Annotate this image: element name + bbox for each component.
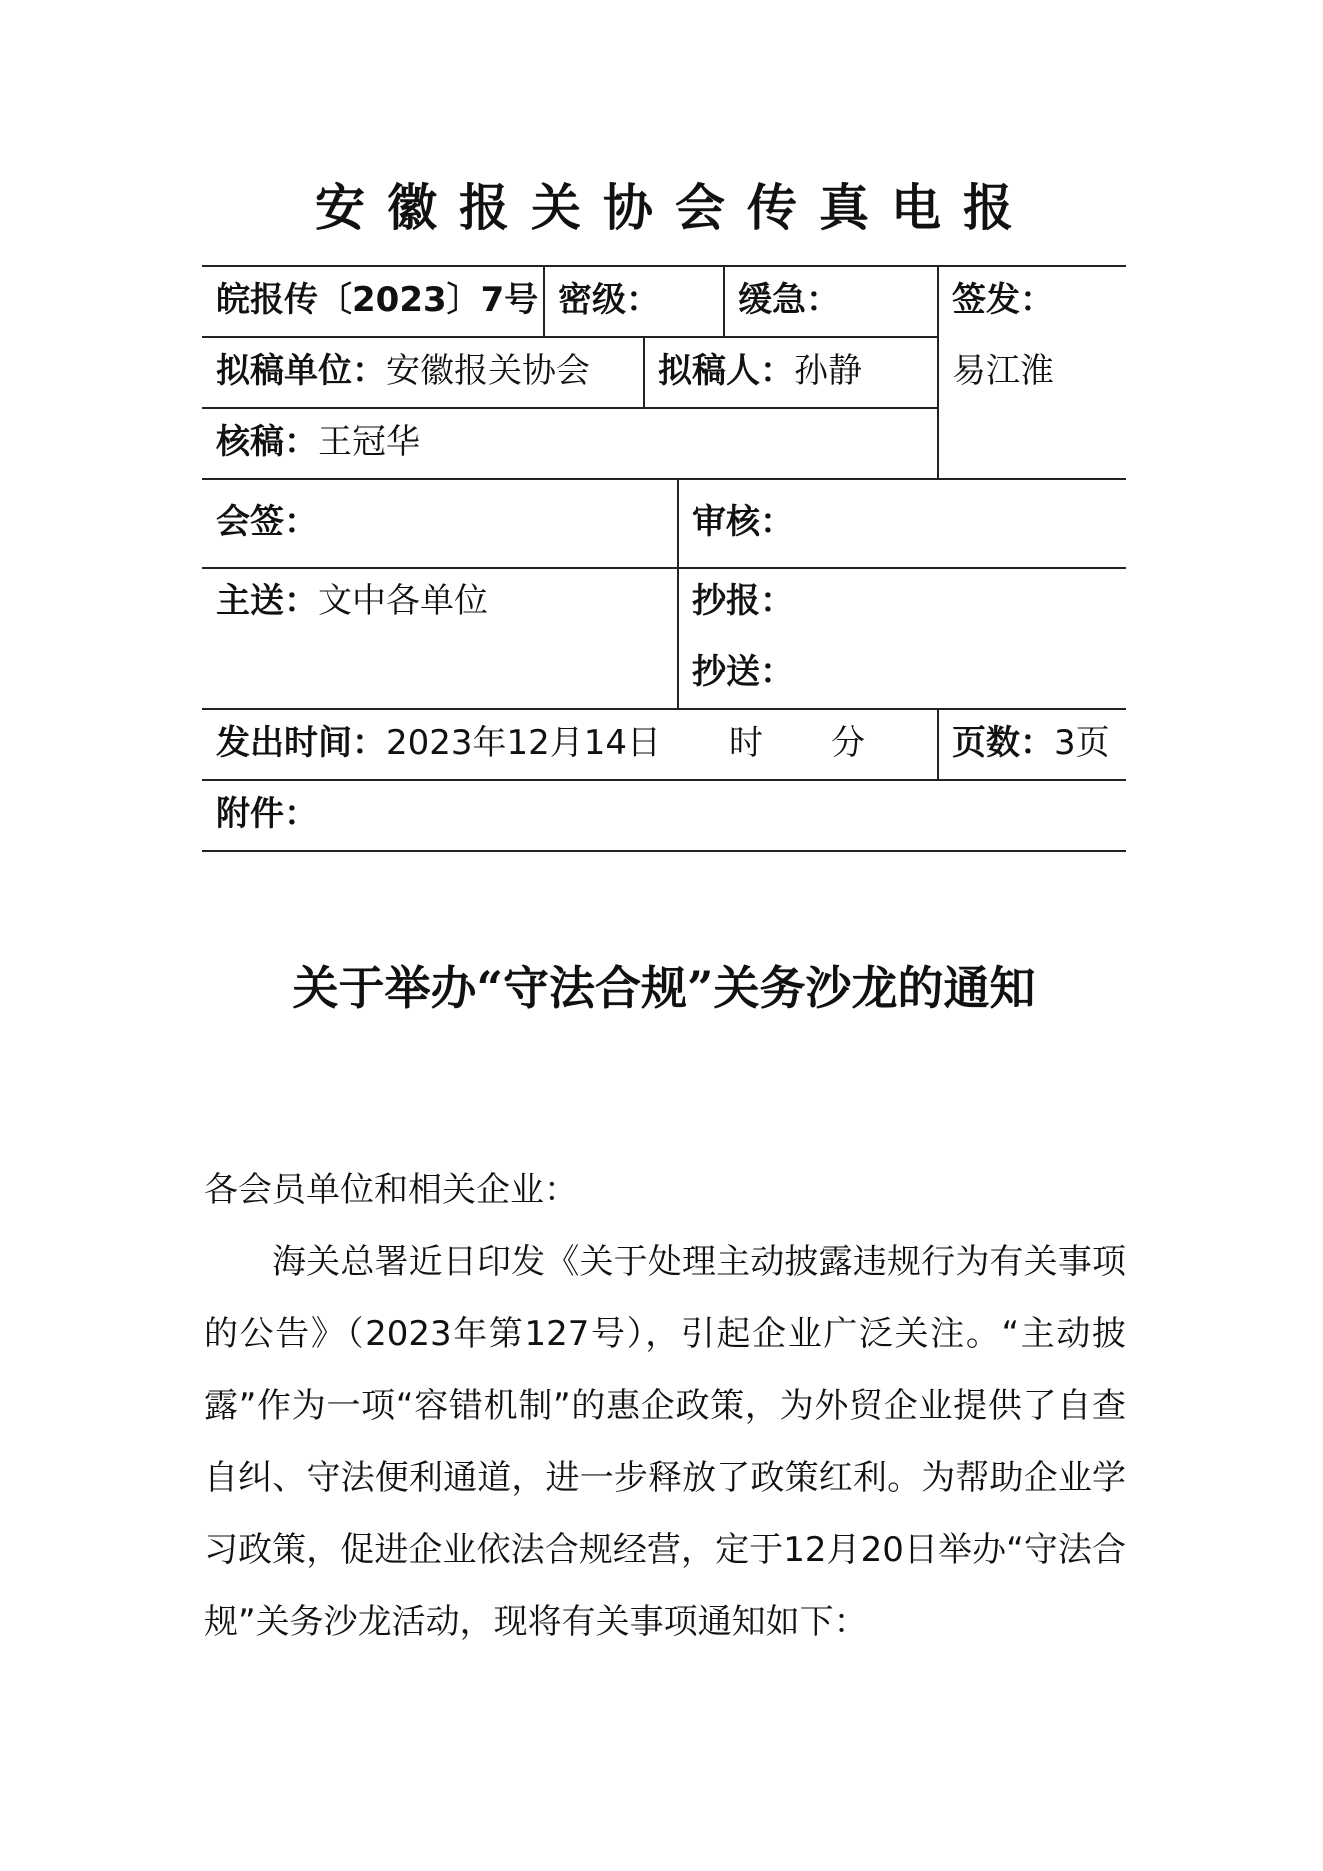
- send-time: [216, 723, 865, 763]
- form-rule-row6: [202, 779, 1126, 781]
- doc-number: 皖报传〔2023〕7号: [216, 280, 539, 320]
- form-rule-top: [202, 265, 1126, 267]
- pages-label: 页数：: [952, 723, 1054, 763]
- drafter-label: 拟稿人：: [658, 351, 794, 391]
- form-divider-audit: [677, 478, 679, 708]
- document-title: 安徽报关协会传真电报: [315, 178, 1035, 237]
- pages: [952, 723, 1110, 763]
- drafting-unit-value: 安徽报关协会: [386, 351, 590, 391]
- form-rule-bottom: [202, 850, 1126, 852]
- form-rule-row1: [202, 336, 937, 338]
- form-rule-row4: [202, 567, 1126, 569]
- pages-value: 3页: [1054, 723, 1110, 763]
- notice-salutation: 各会员单位和相关企业：: [204, 1170, 578, 1210]
- reviewer: [216, 422, 420, 462]
- form-divider-pages: [937, 708, 939, 779]
- drafter: [658, 351, 862, 391]
- reviewer-value: 王冠华: [318, 422, 420, 462]
- send-time-label: 发出时间：: [216, 723, 386, 763]
- drafting-unit: [216, 351, 590, 391]
- reviewer-label: 核稿：: [216, 422, 318, 462]
- form-rule-row2: [202, 407, 937, 409]
- form-divider-drafter: [643, 336, 645, 407]
- audit-label: 审核：: [692, 502, 794, 542]
- form-divider-doc-number: [543, 265, 545, 336]
- main-recipient: [216, 581, 488, 621]
- header-form: [202, 265, 1126, 851]
- copy-to-label: 抄送：: [692, 652, 794, 692]
- drafting-unit-label: 拟稿单位：: [216, 351, 386, 391]
- drafter-value: 孙静: [794, 351, 862, 391]
- attachment-label: 附件：: [216, 794, 318, 834]
- notice-body: [204, 1154, 1126, 1658]
- notice-title: 关于举办“守法合规”关务沙龙的通知: [292, 961, 1036, 1015]
- signer-label: 签发：: [952, 280, 1054, 320]
- report-to-label: 抄报：: [692, 581, 794, 621]
- form-rule-row3: [202, 478, 1126, 480]
- form-divider-secret: [723, 265, 725, 336]
- notice-paragraph: 海关总署近日印发《关于处理主动披露违规行为有关事项的公告》（2023年第127号），引起企业广泛关注。“主动披露”作为一项“容错机制”的惠企政策，为外贸企业提供了自查自纠、守法便利通道，进一步释放了政策红利。为帮助企业学习政策，促进企业依法合规经营，定于12月20日举办“守法合规”关务沙龙活动，现将有关事项通知如下：: [204, 1242, 1126, 1642]
- signer-value: 易江淮: [952, 351, 1054, 391]
- urgency-label: 缓急：: [738, 280, 840, 320]
- form-rule-row5: [202, 708, 1126, 710]
- countersign-label: 会签：: [216, 502, 318, 542]
- main-recipient-value: 文中各单位: [318, 581, 488, 621]
- secret-level-label: 密级：: [558, 280, 660, 320]
- main-recipient-label: 主送：: [216, 581, 318, 621]
- send-time-value: 2023年12月14日 时 分: [386, 723, 866, 763]
- form-divider-signer: [937, 265, 939, 478]
